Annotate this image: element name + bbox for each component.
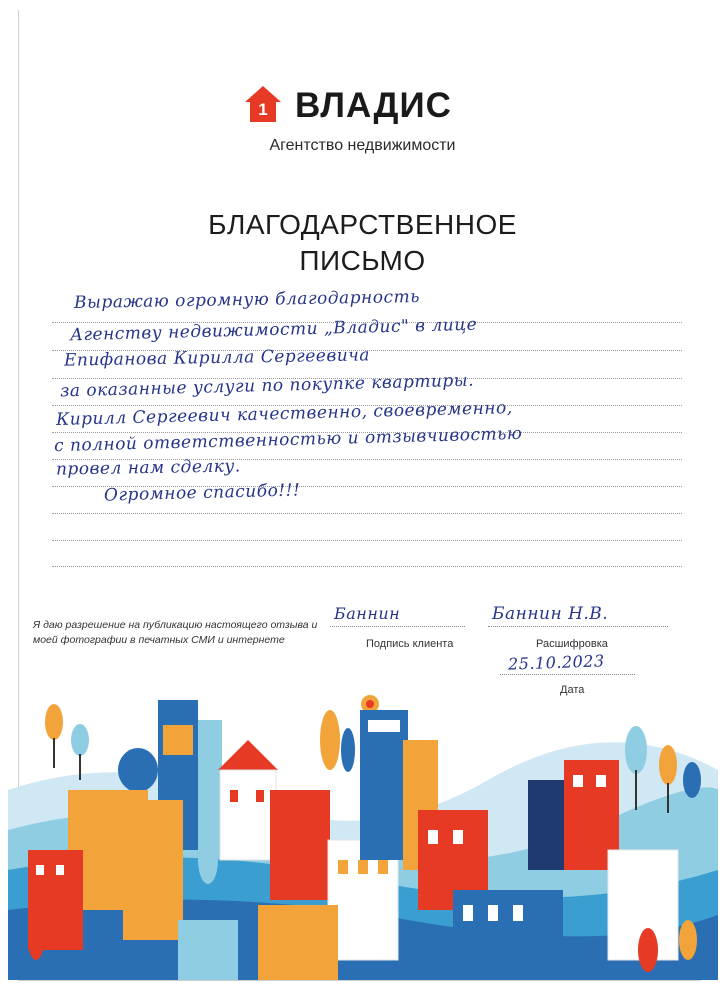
handwritten-line: с полной ответственностью и отзывчивостью [53,423,523,457]
brand-logo [243,84,483,128]
handwritten-line: Епифанова Кирилла Сергеевича [63,345,371,371]
decryption-line [488,626,668,627]
document-title-line2: ПИСЬМО [299,245,426,276]
date-handwritten: 25.10.2023 [507,651,605,674]
document-title-line1: БЛАГОДАРСТВЕННОЕ [208,209,517,240]
client-signature-label: Подпись клиента [366,638,454,650]
date-label: Дата [560,684,585,696]
ruled-line [52,566,682,567]
handwritten-line: Выражаю огромную благодарность [73,286,421,314]
logo-digit: 1 [258,100,268,119]
handwritten-line: провел нам сделку. [55,456,241,480]
brand-name: ВЛАДИС [295,86,452,125]
date-line [500,674,635,675]
ruled-line [52,513,682,514]
handwritten-line: Кирилл Сергеевич качественно, своевременно, [55,398,513,430]
decryption-label: Расшифровка [536,638,608,650]
document-title [0,207,725,279]
decryption-handwritten: Баннин Н.В. [492,604,609,624]
handwritten-line: Агенству недвижимости „Владис" в лице [69,314,478,346]
signature-line [330,626,465,627]
house-key-logo-icon [243,84,283,124]
publication-consent-text: Я даю разрешение на публикацию настоящего отзыва и моей фотографии в печатных СМИ и интернете [33,619,318,646]
client-signature: Баннин [334,604,401,623]
city-illustration [8,680,718,980]
brand-tagline: Агентство недвижимости [269,137,456,154]
handwritten-line: Огромное спасибо!!! [103,480,301,506]
handwritten-line: за оказанные услуги по покупке квартиры. [59,370,475,402]
ruled-line [52,540,682,541]
